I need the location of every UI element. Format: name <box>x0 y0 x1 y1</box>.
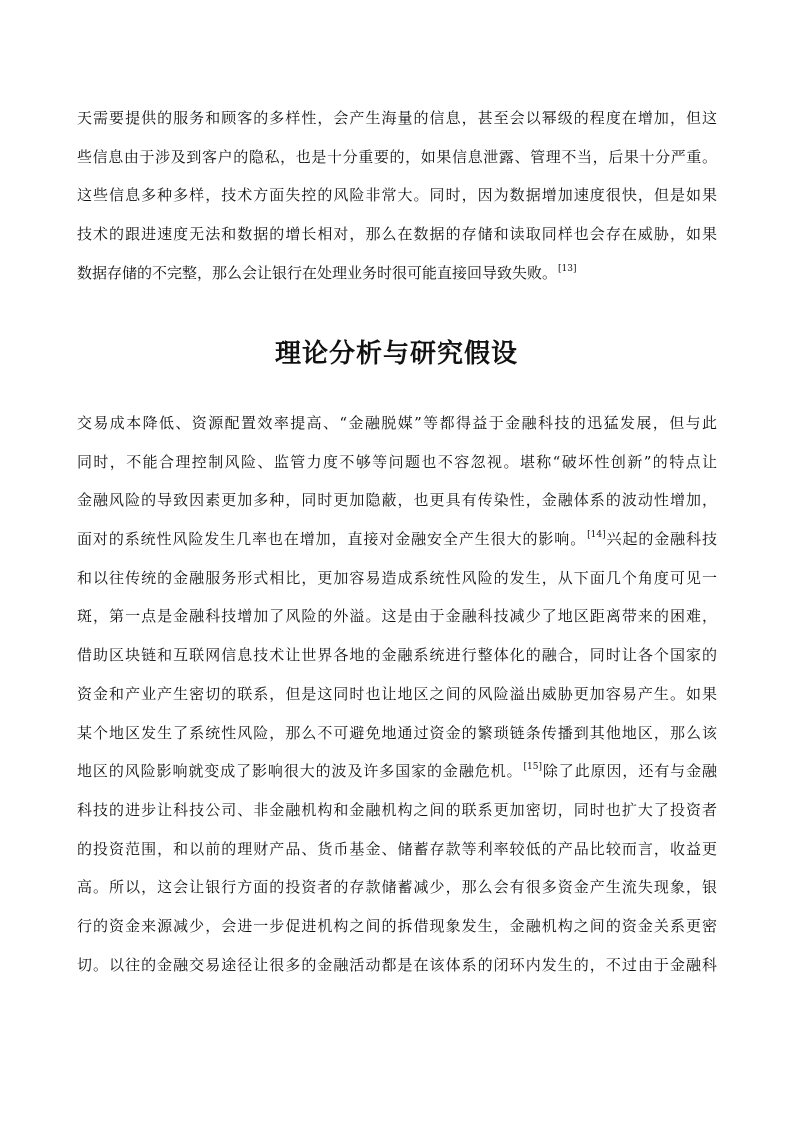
text-line-with-citation <box>77 752 717 791</box>
text-line: 这些信息多种多样，技术方面失控的风险非常大。同时，因为数据增加速度很快，但是如果 <box>77 186 717 205</box>
text-line: 某个地区发生了系统性风险，那么不可避免地通过资金的繁琐链条传播到其他地区，那么该 <box>77 723 717 742</box>
text-line: 技术的跟进速度无法和数据的增长相对，那么在数据的存储和读取同样也会存在威胁，如果 <box>77 225 717 244</box>
text-line: 高。所以，这会让银行方面的投资者的存款储蓄减少，那么会有很多资金产生流失现象，银 <box>77 878 717 897</box>
text-line: 科技的进步让科技公司、非金融机构和金融机构之间的联系更加密切，同时也扩大了投资者 <box>77 800 717 819</box>
paragraph-data-risk <box>77 99 717 292</box>
text-line: 斑，第一点是金融科技增加了风险的外溢。这是由于金融科技减少了地区距离带来的困难， <box>77 607 717 626</box>
section-heading: 理论分析与研究假设 <box>274 339 518 369</box>
text-segment: 兴起的金融科技 <box>605 530 717 549</box>
text-line: 金融风险的导致因素更加多种，同时更加隐蔽，也更具有传染性，金融体系的波动性增加， <box>77 491 717 510</box>
text-line: 的投资范围，和以前的理财产品、货币基金、储蓄存款等利率较低的产品比较而言，收益更 <box>77 839 717 858</box>
text-line: 借助区块链和互联网信息技术让世界各地的金融系统进行整体化的融合，同时让各个国家的 <box>77 646 717 665</box>
paragraph-fintech-risk <box>77 404 717 984</box>
text-line-with-citation <box>77 520 717 559</box>
citation-13: [13] <box>558 263 577 274</box>
text-line: 资金和产业产生密切的联系，但是这同时也让地区之间的风险溢出威胁更加容易产生。如果 <box>77 684 717 703</box>
text-line: 些信息由于涉及到客户的隐私，也是十分重要的，如果信息泄露、管理不当，后果十分严重。 <box>77 147 717 166</box>
text-line: 天需要提供的服务和顾客的多样性，会产生海量的信息，甚至会以幂级的程度在增加，但这 <box>77 109 717 127</box>
text-line: 切。以往的金融交易途径让很多的金融活动都是在该体系的闭环内发生的，不过由于金融科 <box>77 955 717 974</box>
text-line-last <box>77 254 717 293</box>
citation-15: [15] <box>523 762 542 773</box>
text-line: 同时，不能合理控制风险、监管力度不够等问题也不容忽视。堪称“破坏性创新”的特点让 <box>77 452 717 471</box>
text-line: 交易成本降低、资源配置效率提高、“金融脱媒”等都得益于金融科技的迅猛发展，但与此 <box>77 414 717 432</box>
text-segment: 数据存储的不完整，那么会让银行在处理业务时很可能直接回导致失败。 <box>77 263 558 282</box>
text-line: 和以往传统的金融服务形式相比，更加容易造成系统性风险的发生，从下面几个角度可见一 <box>77 568 717 587</box>
citation-14: [14] <box>587 530 606 541</box>
text-line: 行的资金来源减少，会进一步促进机构之间的拆借现象发生，金融机构之间的资金关系更密 <box>77 916 717 935</box>
text-segment: 面对的系统性风险发生几率也在增加，直接对金融安全产生很大的影响。 <box>77 530 587 549</box>
text-segment: 除了此原因，还有与金融 <box>541 762 717 781</box>
text-segment: 地区的风险影响就变成了影响很大的波及许多国家的金融危机。 <box>77 762 523 781</box>
